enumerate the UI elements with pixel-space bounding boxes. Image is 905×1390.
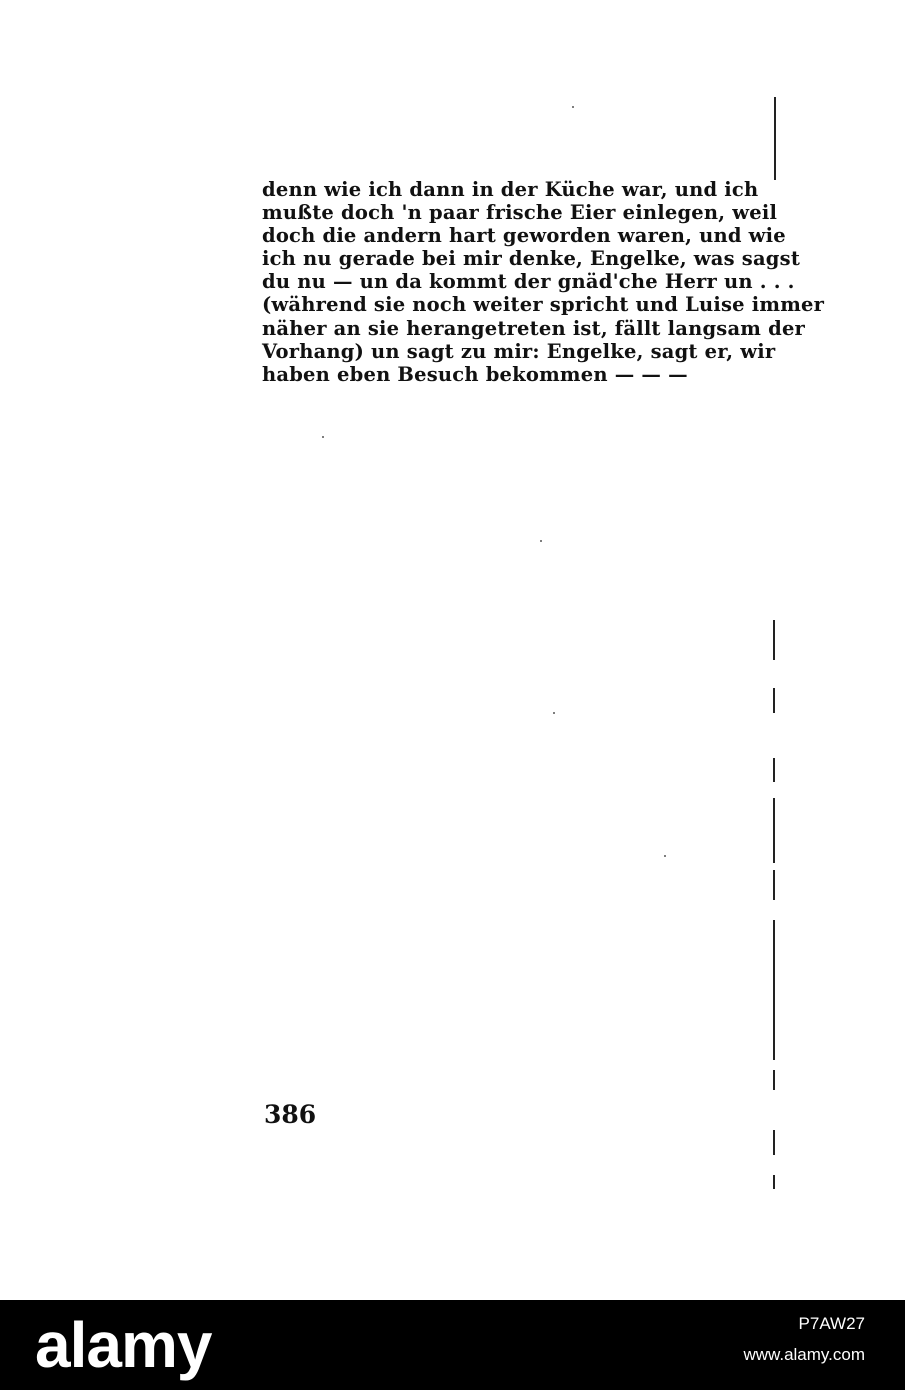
site-url-label: www.alamy.com [743,1345,865,1364]
brand-logo: alamy [35,1309,212,1381]
body-text [262,178,825,386]
gutter-edge-line [773,688,775,713]
gutter-edge-line [773,920,775,1060]
gutter-edge-line [773,798,775,863]
text-line: näher an sie herangetreten ist, fällt langsam der [262,316,806,340]
gutter-edge-line [774,97,776,180]
image-id-label: P7AW27 [798,1314,865,1333]
dust-speck [553,712,555,714]
text-line: doch die andern hart geworden waren, und wie [262,224,786,248]
gutter-edge-line [773,758,775,782]
text-line: ich nu gerade bei mir denke, Engelke, was sagst [262,247,801,271]
text-line: du nu — un da kommt der gnäd'che Herr un . . . [262,270,795,294]
gutter-edge-line [773,870,775,900]
dust-speck [540,540,542,542]
page-number: 386 [264,1100,317,1129]
text-line: Vorhang) un sagt zu mir: Engelke, sagt er, wir [262,339,776,363]
dust-speck [572,106,574,108]
dust-speck [664,855,666,857]
text-line: mußte doch 'n paar frische Eier einlegen, weil [262,201,778,225]
text-line: (während sie noch weiter spricht und Luise immer [262,293,825,317]
gutter-edge-line [773,1175,775,1189]
watermark-banner [0,1300,905,1390]
text-line: denn wie ich dann in der Küche war, und ich [262,178,759,201]
text-line: haben eben Besuch bekommen — — — [262,362,688,386]
gutter-edge-line [773,1070,775,1090]
dust-speck [322,436,324,438]
gutter-edge-line [773,620,775,660]
gutter-edge-line [773,1130,775,1155]
